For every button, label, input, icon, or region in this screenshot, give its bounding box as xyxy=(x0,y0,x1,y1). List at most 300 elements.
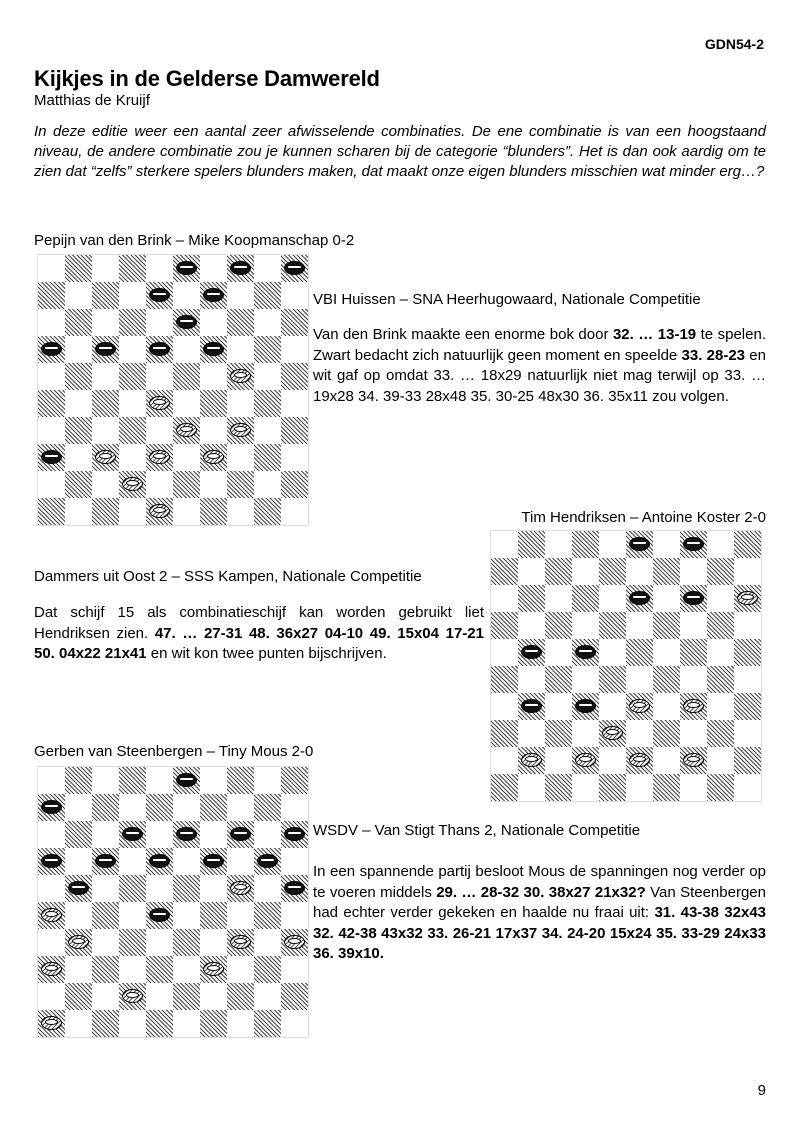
board-square-7 xyxy=(92,282,119,309)
board-square-light xyxy=(146,983,173,1010)
board-square-light xyxy=(281,794,308,821)
board-square-50 xyxy=(707,774,734,801)
board-square-light xyxy=(173,336,200,363)
board-square-12 xyxy=(119,309,146,336)
board-square-light xyxy=(254,767,281,794)
game-2-board xyxy=(490,530,762,802)
board-square-10 xyxy=(254,282,281,309)
board-square-30 xyxy=(707,666,734,693)
board-square-13 xyxy=(626,585,653,612)
board-square-47 xyxy=(545,774,572,801)
board-square-43 xyxy=(626,747,653,774)
board-square-34 xyxy=(680,693,707,720)
black-piece xyxy=(284,261,305,275)
board-square-27 xyxy=(545,666,572,693)
game-1-competition: VBI Huissen – SNA Heerhugowaard, Nationale Competitie xyxy=(313,291,701,308)
board-square-17 xyxy=(92,848,119,875)
board-square-42 xyxy=(119,983,146,1010)
article-intro: In deze editie weer een aantal zeer afwisselende combinaties. De ene combinatie is van een hoogstaand niveau, de andere combinatie zou je kunnen scharen bij de categorie “blunders”. Het is dan ook aardig om te zien dat “zelfs” sterkere spelers blunders maken, dat maakt onze eigen blunders misschien wat minder erg…? xyxy=(34,123,766,180)
board-square-4 xyxy=(227,255,254,282)
board-square-light xyxy=(146,363,173,390)
board-square-3 xyxy=(173,767,200,794)
white-piece xyxy=(230,935,251,949)
board-square-light xyxy=(281,1010,308,1037)
board-square-2 xyxy=(119,767,146,794)
board-square-49 xyxy=(653,774,680,801)
board-square-light xyxy=(173,444,200,471)
game-2-competition: Dammers uit Oost 2 – SSS Kampen, Nationale Competitie xyxy=(34,568,422,585)
board-square-40 xyxy=(707,720,734,747)
board-square-29 xyxy=(653,666,680,693)
white-piece xyxy=(284,935,305,949)
board-square-light xyxy=(119,336,146,363)
board-square-10 xyxy=(707,558,734,585)
board-square-36 xyxy=(491,720,518,747)
article-title: Kijkjes in de Gelderse Damwereld xyxy=(34,66,380,91)
board-square-19 xyxy=(200,848,227,875)
board-square-36 xyxy=(38,444,65,471)
board-square-50 xyxy=(254,1010,281,1037)
board-square-light xyxy=(599,693,626,720)
black-piece xyxy=(683,591,704,605)
board-square-light xyxy=(119,848,146,875)
game-1-title: Pepijn van den Brink – Mike Koopmanschap 0-2 xyxy=(34,232,355,249)
board-square-light xyxy=(200,929,227,956)
board-square-23 xyxy=(173,363,200,390)
board-square-light xyxy=(491,639,518,666)
board-square-light xyxy=(653,585,680,612)
board-square-light xyxy=(545,585,572,612)
board-square-25 xyxy=(281,363,308,390)
board-square-30 xyxy=(254,902,281,929)
white-piece xyxy=(629,699,650,713)
black-piece xyxy=(149,288,170,302)
board-square-43 xyxy=(173,983,200,1010)
board-square-44 xyxy=(680,747,707,774)
board-square-19 xyxy=(653,612,680,639)
board-square-46 xyxy=(491,774,518,801)
black-piece xyxy=(95,342,116,356)
board-square-20 xyxy=(707,612,734,639)
board-square-light xyxy=(200,255,227,282)
board-square-light xyxy=(680,612,707,639)
board-square-light xyxy=(653,531,680,558)
board-square-24 xyxy=(227,363,254,390)
board-square-light xyxy=(545,693,572,720)
board-square-28 xyxy=(146,902,173,929)
board-square-light xyxy=(173,956,200,983)
board-square-23 xyxy=(173,875,200,902)
board-square-light xyxy=(146,821,173,848)
board-square-light xyxy=(281,498,308,525)
board-square-light xyxy=(227,794,254,821)
board-square-47 xyxy=(92,498,119,525)
text-run: te spelen. Zwart bedacht zich natuurlijk geen moment en speelde xyxy=(313,326,766,364)
board-square-44 xyxy=(227,983,254,1010)
board-square-24 xyxy=(680,639,707,666)
text-run: en wit kon twee punten bijschrijven. xyxy=(146,645,387,662)
black-piece xyxy=(122,827,143,841)
game-2-title: Tim Hendriksen – Antoine Koster 2-0 xyxy=(521,509,766,526)
board-square-14 xyxy=(680,585,707,612)
board-square-light xyxy=(518,720,545,747)
board-square-light xyxy=(146,309,173,336)
white-piece xyxy=(41,1016,62,1030)
board-square-light xyxy=(227,444,254,471)
board-square-37 xyxy=(92,444,119,471)
board-square-3 xyxy=(626,531,653,558)
white-piece xyxy=(122,477,143,491)
board-square-26 xyxy=(38,390,65,417)
board-square-12 xyxy=(119,821,146,848)
text-run: 29. … 28-32 30. 38x27 21x32? xyxy=(436,883,646,901)
board-square-light xyxy=(173,1010,200,1037)
board-square-8 xyxy=(599,558,626,585)
board-square-light xyxy=(545,639,572,666)
board-square-5 xyxy=(281,255,308,282)
board-square-18 xyxy=(146,848,173,875)
board-square-light xyxy=(254,363,281,390)
board-square-light xyxy=(707,639,734,666)
board-square-9 xyxy=(653,558,680,585)
text-run: 31. 43-38 32x43 32. 42-38 43x32 33. 26-21 17x37 34. 24-20 15x24 35. 33-29 24x33 36. 39x10. xyxy=(313,904,767,962)
board-square-26 xyxy=(38,902,65,929)
board-square-light xyxy=(65,336,92,363)
board-square-light xyxy=(92,821,119,848)
board-square-light xyxy=(572,558,599,585)
board-square-31 xyxy=(65,417,92,444)
board-square-light xyxy=(38,471,65,498)
board-square-29 xyxy=(200,902,227,929)
board-square-4 xyxy=(680,531,707,558)
board-square-1 xyxy=(65,255,92,282)
board-square-light xyxy=(38,309,65,336)
board-square-light xyxy=(146,255,173,282)
board-square-48 xyxy=(146,498,173,525)
board-square-light xyxy=(146,471,173,498)
black-piece xyxy=(257,854,278,868)
board-square-light xyxy=(545,531,572,558)
board-square-32 xyxy=(119,417,146,444)
board-square-light xyxy=(65,1010,92,1037)
board-square-light xyxy=(572,612,599,639)
white-piece xyxy=(230,881,251,895)
board-square-light xyxy=(734,612,761,639)
board-square-30 xyxy=(254,390,281,417)
game-3-board xyxy=(37,766,309,1038)
white-piece xyxy=(149,450,170,464)
board-square-light xyxy=(599,585,626,612)
board-square-light xyxy=(734,774,761,801)
board-square-light xyxy=(92,929,119,956)
board-square-light xyxy=(173,848,200,875)
board-square-23 xyxy=(626,639,653,666)
black-piece xyxy=(683,537,704,551)
board-square-21 xyxy=(65,875,92,902)
issue-code: GDN54-2 xyxy=(704,36,764,52)
board-square-light xyxy=(254,471,281,498)
board-square-29 xyxy=(200,390,227,417)
black-piece xyxy=(176,773,197,787)
board-square-light xyxy=(38,821,65,848)
board-square-37 xyxy=(545,720,572,747)
text-run: en wit gaf op omdat 33. … 18x29 natuurlijk niet mag terwijl op 33. … 19x28 34. 39-33 28x48 35. 30-25 48x30 36. 35x11 zou volgen. xyxy=(313,346,766,405)
board-square-7 xyxy=(545,558,572,585)
board-square-6 xyxy=(491,558,518,585)
board-square-light xyxy=(518,558,545,585)
board-square-light xyxy=(281,390,308,417)
board-square-15 xyxy=(734,585,761,612)
white-piece xyxy=(41,962,62,976)
board-square-light xyxy=(254,821,281,848)
board-square-light xyxy=(254,309,281,336)
board-square-light xyxy=(38,417,65,444)
board-square-light xyxy=(653,639,680,666)
board-square-38 xyxy=(146,444,173,471)
board-square-27 xyxy=(92,902,119,929)
page-number: 9 xyxy=(757,1082,766,1099)
black-piece xyxy=(41,854,62,868)
board-square-light xyxy=(281,902,308,929)
board-square-39 xyxy=(200,444,227,471)
black-piece xyxy=(68,881,89,895)
board-square-light xyxy=(227,282,254,309)
black-piece xyxy=(575,645,596,659)
board-square-10 xyxy=(254,794,281,821)
board-square-light xyxy=(599,639,626,666)
board-square-light xyxy=(707,747,734,774)
board-square-2 xyxy=(572,531,599,558)
board-square-38 xyxy=(146,956,173,983)
board-square-1 xyxy=(65,767,92,794)
board-square-light xyxy=(38,363,65,390)
black-piece xyxy=(284,881,305,895)
board-square-light xyxy=(599,531,626,558)
board-square-light xyxy=(119,902,146,929)
board-square-light xyxy=(119,282,146,309)
board-square-light xyxy=(92,875,119,902)
board-square-light xyxy=(545,747,572,774)
board-square-light xyxy=(254,875,281,902)
board-square-light xyxy=(734,666,761,693)
board-square-light xyxy=(626,666,653,693)
white-piece xyxy=(737,591,758,605)
black-piece xyxy=(521,699,542,713)
board-square-28 xyxy=(146,390,173,417)
board-square-light xyxy=(146,875,173,902)
black-piece xyxy=(41,342,62,356)
board-square-35 xyxy=(281,929,308,956)
board-square-39 xyxy=(200,956,227,983)
board-square-light xyxy=(65,848,92,875)
board-square-34 xyxy=(227,417,254,444)
board-square-light xyxy=(227,1010,254,1037)
board-square-50 xyxy=(254,498,281,525)
white-piece xyxy=(575,753,596,767)
board-square-light xyxy=(734,558,761,585)
board-square-9 xyxy=(200,794,227,821)
board-square-light xyxy=(599,747,626,774)
board-square-18 xyxy=(146,336,173,363)
board-square-13 xyxy=(173,309,200,336)
board-square-light xyxy=(572,720,599,747)
board-square-31 xyxy=(65,929,92,956)
game-3-text xyxy=(313,862,766,965)
board-square-light xyxy=(518,774,545,801)
black-piece xyxy=(629,537,650,551)
white-piece xyxy=(203,962,224,976)
text-run: 47. … 27-31 48. 36x27 04-10 49. 15x04 17-21 50. 04x22 21x41 xyxy=(34,624,484,662)
text-run: Van den Brink maakte een enorme bok door xyxy=(313,326,613,343)
board-square-light xyxy=(572,774,599,801)
board-square-light xyxy=(65,498,92,525)
board-square-48 xyxy=(146,1010,173,1037)
board-square-4 xyxy=(227,767,254,794)
white-piece xyxy=(41,908,62,922)
board-square-16 xyxy=(38,848,65,875)
black-piece xyxy=(230,827,251,841)
board-square-light xyxy=(173,902,200,929)
board-square-42 xyxy=(572,747,599,774)
board-square-25 xyxy=(281,875,308,902)
board-square-light xyxy=(38,929,65,956)
board-square-light xyxy=(254,983,281,1010)
board-square-light xyxy=(227,848,254,875)
board-square-32 xyxy=(119,929,146,956)
board-square-22 xyxy=(119,875,146,902)
board-square-light xyxy=(491,531,518,558)
board-square-14 xyxy=(227,821,254,848)
board-square-light xyxy=(92,309,119,336)
board-square-light xyxy=(146,417,173,444)
text-run: 33. 28-23 xyxy=(681,346,746,364)
board-square-light xyxy=(200,875,227,902)
black-piece xyxy=(521,645,542,659)
board-square-41 xyxy=(65,471,92,498)
board-square-21 xyxy=(518,639,545,666)
board-square-light xyxy=(281,848,308,875)
board-square-light xyxy=(92,363,119,390)
white-piece xyxy=(68,935,89,949)
board-square-18 xyxy=(599,612,626,639)
board-square-light xyxy=(518,612,545,639)
board-square-9 xyxy=(200,282,227,309)
black-piece xyxy=(629,591,650,605)
board-square-25 xyxy=(734,639,761,666)
white-piece xyxy=(149,396,170,410)
board-square-41 xyxy=(518,747,545,774)
board-square-light xyxy=(572,666,599,693)
board-square-26 xyxy=(491,666,518,693)
board-square-6 xyxy=(38,794,65,821)
black-piece xyxy=(176,261,197,275)
board-square-11 xyxy=(518,585,545,612)
board-square-48 xyxy=(599,774,626,801)
board-square-light xyxy=(707,585,734,612)
game-3-title: Gerben van Steenbergen – Tiny Mous 2-0 xyxy=(34,743,314,760)
black-piece xyxy=(176,315,197,329)
board-square-5 xyxy=(734,531,761,558)
white-piece xyxy=(149,504,170,518)
board-square-light xyxy=(119,1010,146,1037)
board-square-15 xyxy=(281,821,308,848)
board-square-light xyxy=(200,363,227,390)
board-square-2 xyxy=(119,255,146,282)
board-square-20 xyxy=(254,336,281,363)
board-square-light xyxy=(491,747,518,774)
board-square-41 xyxy=(65,983,92,1010)
board-square-light xyxy=(734,720,761,747)
board-square-light xyxy=(491,693,518,720)
black-piece xyxy=(41,800,62,814)
board-square-light xyxy=(146,767,173,794)
board-square-light xyxy=(680,720,707,747)
white-piece xyxy=(629,753,650,767)
text-run: In een spannende partij besloot Mous de spanningen nog verder op te voeren middels xyxy=(313,863,766,901)
board-square-13 xyxy=(173,821,200,848)
board-square-15 xyxy=(281,309,308,336)
board-square-49 xyxy=(200,498,227,525)
board-square-light xyxy=(65,902,92,929)
black-piece xyxy=(203,288,224,302)
board-square-35 xyxy=(281,417,308,444)
board-square-light xyxy=(281,336,308,363)
text-run: Van Steenbergen had echter verder gekeken en haalde nu fraai uit: xyxy=(313,883,766,921)
board-square-light xyxy=(227,902,254,929)
board-square-45 xyxy=(734,747,761,774)
board-square-light xyxy=(254,417,281,444)
board-square-46 xyxy=(38,498,65,525)
board-square-light xyxy=(680,558,707,585)
black-piece xyxy=(203,854,224,868)
game-3-competition: WSDV – Van Stigt Thans 2, Nationale Competitie xyxy=(313,822,641,839)
board-square-light xyxy=(200,983,227,1010)
board-square-light xyxy=(680,666,707,693)
board-square-light xyxy=(92,767,119,794)
white-piece xyxy=(230,369,251,383)
board-square-light xyxy=(65,956,92,983)
board-square-light xyxy=(38,875,65,902)
board-square-45 xyxy=(281,983,308,1010)
board-square-27 xyxy=(92,390,119,417)
board-square-light xyxy=(119,956,146,983)
board-square-7 xyxy=(92,794,119,821)
board-square-43 xyxy=(173,471,200,498)
white-piece xyxy=(95,450,116,464)
board-square-22 xyxy=(572,639,599,666)
board-square-31 xyxy=(518,693,545,720)
board-square-34 xyxy=(227,929,254,956)
black-piece xyxy=(176,827,197,841)
white-piece xyxy=(683,699,704,713)
board-square-8 xyxy=(146,282,173,309)
black-piece xyxy=(149,854,170,868)
board-square-33 xyxy=(173,417,200,444)
board-square-40 xyxy=(254,444,281,471)
board-square-38 xyxy=(599,720,626,747)
board-square-light xyxy=(227,956,254,983)
board-square-light xyxy=(146,929,173,956)
board-square-light xyxy=(707,531,734,558)
board-square-light xyxy=(254,255,281,282)
board-square-11 xyxy=(65,309,92,336)
board-square-light xyxy=(119,390,146,417)
board-square-17 xyxy=(92,336,119,363)
black-piece xyxy=(149,342,170,356)
board-square-11 xyxy=(65,821,92,848)
board-square-light xyxy=(173,794,200,821)
text-run: 32. … 13-19 xyxy=(612,326,697,343)
